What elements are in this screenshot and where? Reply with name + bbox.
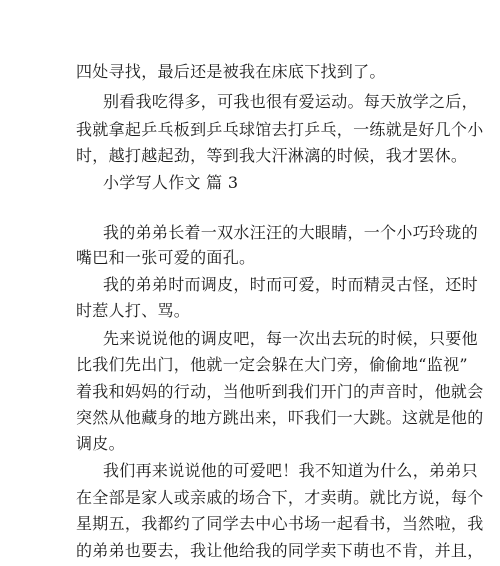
text-line: 的弟弟也要去，我让他给我的同学卖下萌也不肯，并且，	[76, 541, 484, 560]
text-line: 四处寻找，最后还是被我在床底下找到了。	[76, 62, 386, 81]
text-line: 调皮。	[76, 434, 125, 453]
text-line: 突然从他藏身的地方跳出来，吓我们一大跳。这就是他的	[76, 408, 484, 427]
section-heading: 小学写人作文 篇 3	[103, 173, 239, 192]
text-line: 我就拿起乒乓板到乒乓球馆去打乒乓，一练就是好几个小	[76, 120, 484, 139]
paragraph-first-line: 我们再来说说他的可爱吧！我不知道为什么，弟弟只	[103, 461, 478, 480]
text-line: 时惹人打、骂。	[76, 301, 191, 320]
text-line: 时，越打越起劲，等到我大汗淋漓的时候，我才罢休。	[76, 146, 468, 165]
paragraph-first-line: 别看我吃得多，可我也很有爱运动。每天放学之后，	[103, 92, 478, 111]
text-line: 在全部是家人或亲戚的场合下，才卖萌。就比方说，每个	[76, 488, 484, 507]
paragraph-first-line: 我的弟弟长着一双水汪汪的大眼睛，一个小巧玲珑的	[103, 223, 478, 242]
paragraph-first-line: 先来说说他的调皮吧，每一次出去玩的时候，只要他	[103, 329, 478, 348]
text-line: 比我们先出门，他就一定会躲在大门旁，偷偷地“监视”	[76, 355, 468, 374]
text-line: 嘴巴和一张可爱的面孔。	[76, 248, 256, 267]
text-line: 着我和妈妈的行动，当他听到我们开门的声音时，他就会	[76, 382, 484, 401]
paragraph-first-line: 我的弟弟时而调皮，时而可爱，时而精灵古怪，还时	[103, 275, 478, 294]
text-line: 星期五，我都约了同学去中心书场一起看书，当然啦，我	[76, 514, 484, 533]
